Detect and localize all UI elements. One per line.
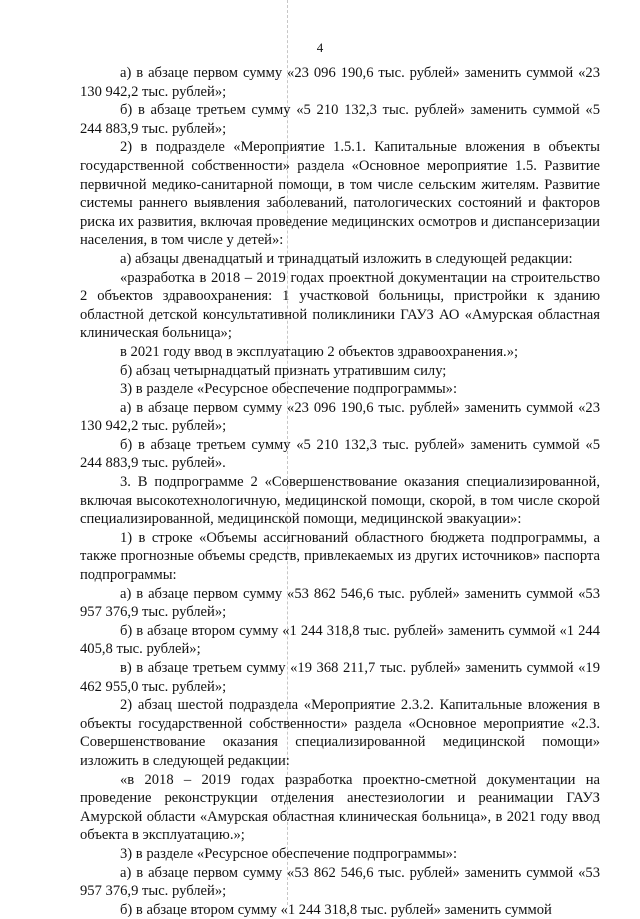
- paragraph: «разработка в 2018 – 2019 годах проектной документации на строительство 2 объектов здравоохранения: 1 участковой больницы, пристройки к зданию областной детской консультативной поликлиники ГАУЗ АО «Амурская областная клиническая больница»;: [80, 269, 600, 342]
- paragraph: б) в абзаце третьем сумму «5 210 132,3 тыс. рублей» заменить суммой «5 244 883,9 тыс. рублей»;: [80, 102, 600, 137]
- paragraph: в 2021 году ввод в эксплуатацию 2 объектов здравоохранения.»;: [120, 343, 519, 360]
- paragraph: 1) в строке «Объемы ассигнований областного бюджета подпрограммы, а также прогнозные объемы средств, привлекаемых из других источников» паспорта подпрограммы:: [80, 529, 600, 584]
- paragraph: а) в абзаце первом сумму «53 862 546,6 тыс. рублей» заменить суммой «53 957 376,9 тыс. рублей»;: [80, 585, 600, 621]
- paragraph: б) в абзаце третьем сумму «5 210 132,3 тыс. рублей» заменить суммой «5 244 883,9 тыс. рублей».: [80, 436, 600, 472]
- paragraph: 3) в разделе «Ресурсное обеспечение подпрограммы»:: [120, 845, 457, 862]
- paragraph: 3. В подпрограмме 2 «Совершенствование оказания специализированной, включая высокотехнологичную, медицинской помощи, скорой, в том числе скорой специализированной, медицинской помощи, медицинской эвакуации»:: [80, 474, 600, 528]
- page-number: 4: [316, 40, 324, 55]
- paragraph: а) в абзаце первом сумму «23 096 190,6 тыс. рублей» заменить суммой «23 130 942,2 тыс. рублей»;: [80, 65, 600, 100]
- paragraph: а) в абзаце первом сумму «23 096 190,6 тыс. рублей» заменить суммой «23 130 942,2 тыс. рублей»;: [80, 399, 600, 435]
- paragraph: 2) в подразделе «Мероприятие 1.5.1. Капитальные вложения в объекты государственной собственности» раздела «Основное мероприятие 1.5. Развитие первичной медико-санитарной помощи, в том числе сельским жителям. Развитие системы раннего выявления заболеваний, патологических состояний и факторов риска их развития, включая проведение медицинских осмотров и диспансеризации населения, в том числе у детей»:: [80, 139, 600, 249]
- document-body: [80, 64, 600, 919]
- paragraph: 2) абзац шестой подраздела «Мероприятие 2.3.2. Капитальные вложения в объекты государственной собственности» раздела «Основное мероприятие «2.3. Совершенствование оказания специализированной медицинской помощи» изложить в следующей редакции:: [80, 697, 600, 769]
- paragraph: а) в абзаце первом сумму «53 862 546,6 тыс. рублей» заменить суммой «53 957 376,9 тыс. рублей»;: [80, 864, 600, 900]
- paragraph: б) абзац четырнадцатый признать утратившим силу;: [120, 362, 447, 379]
- paragraph: б) в абзаце втором сумму «1 244 318,8 тыс. рублей» заменить суммой «1 244 405,8 тыс. рублей»;: [80, 622, 600, 658]
- paragraph: 3) в разделе «Ресурсное обеспечение подпрограммы»:: [120, 381, 457, 398]
- paragraph: «в 2018 – 2019 годах разработка проектно-сметной документации на проведение реконструкции отделения анестезиологии и реанимации ГАУЗ Амурской области «Амурская областная клиническая больница», в 2021 году ввод объекта в эксплуатацию.»;: [80, 771, 600, 844]
- paragraph: а) абзацы двенадцатый и тринадцатый изложить в следующей редакции:: [120, 250, 573, 267]
- paragraph: б) в абзаце втором сумму «1 244 318,8 тыс. рублей» заменить суммой: [120, 901, 552, 918]
- paragraph: в) в абзаце третьем сумму «19 368 211,7 тыс. рублей» заменить суммой «19 462 955,0 тыс. рублей»;: [80, 660, 600, 695]
